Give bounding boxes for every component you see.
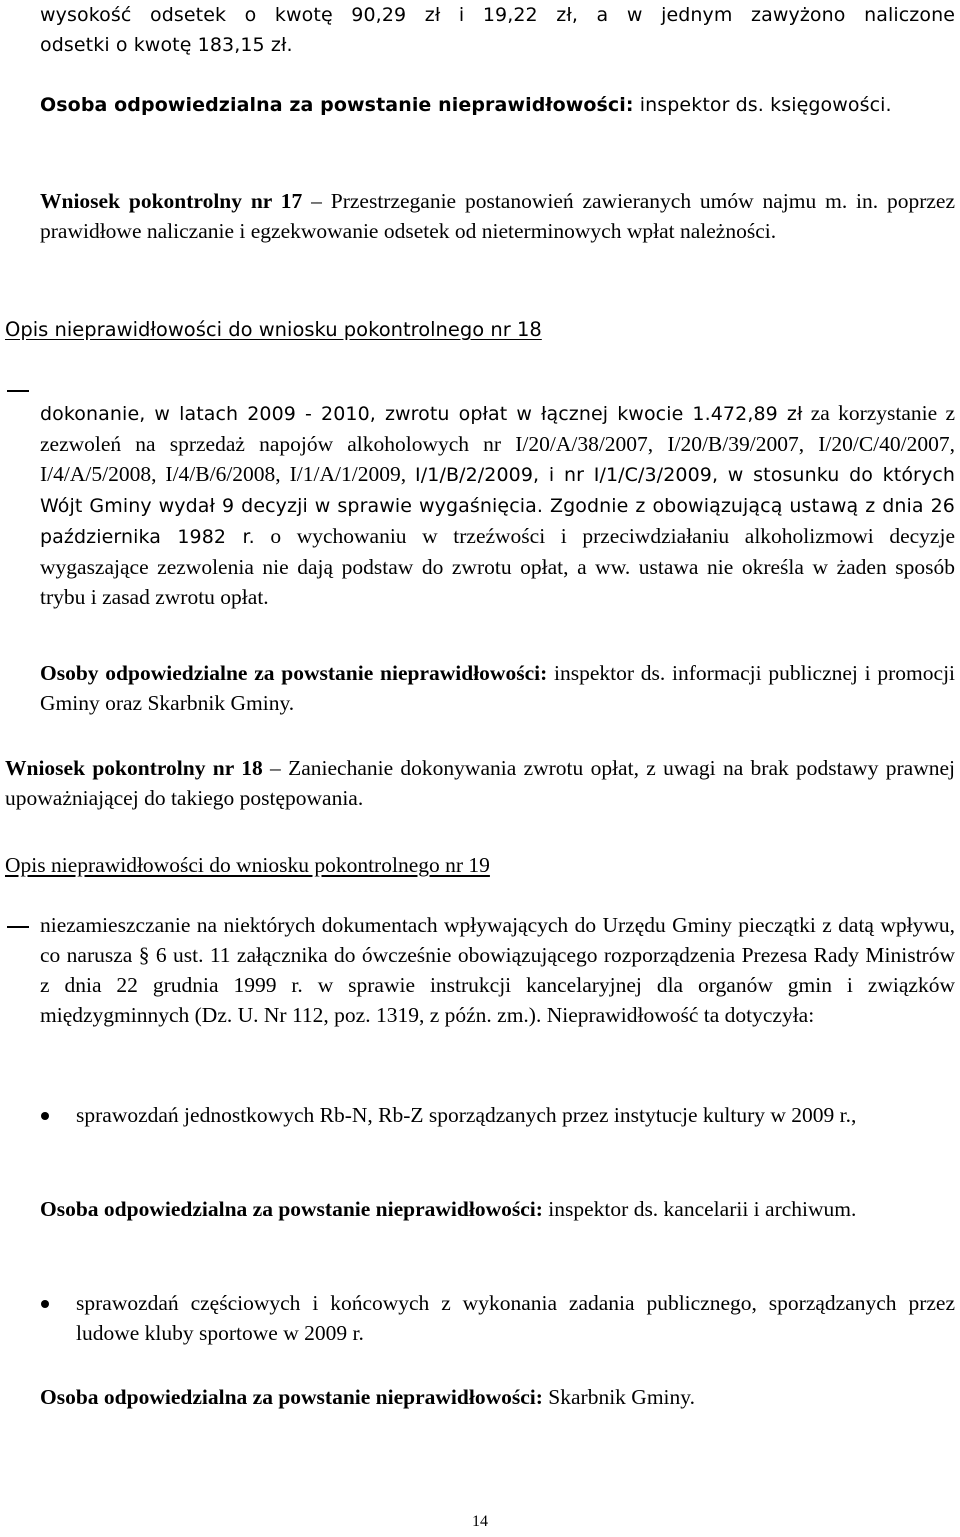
item-text: I/1/B/2/2009, i nr I/1/C/3/2009, w stosunku do których Wójt Gminy wydał 9 decyzji w sprawie wygaśnięcia. Zgodnie z obowiązującą ustawą z dnia 26 października 1982 r. [40,463,956,548]
recommendation-17: Wniosek pokontrolny nr 17 – Przestrzeganie postanowień zawieranych umów najmu m. in. poprzez prawidłowe naliczanie i egzekwowanie odsetek od nieterminowych wpłat należności. [40,189,956,243]
paragraph-line: odsetki o kwotę 183,15 zł. [40,34,293,56]
responsible-person-1 [40,90,955,120]
responsible-person-3 [40,1194,955,1224]
dash-bullet [7,926,29,928]
irregularity-item-19: niezamieszczanie na niektórych dokumentach wpływających do Urzędu Gminy pieczątki z datą wpływu, co narusza § 6 ust. 11 załącznika do ówcześnie obowiązującego rozporządzenia Prezesa Rady Ministrów z dnia 22 grudnia 1999 r. w sprawie instrukcji kancelaryjnej dla organów gmin i związków międzygminnych (Dz. U. Nr 112, poz. 1319, z późn. zm.). Nieprawidłowość ta dotyczyła: [40,913,955,1027]
recommendation-18: Wniosek pokontrolny nr 18 – Zaniechanie dokonywania zwrotu opłat, z uwagi na brak podstawy prawnej upoważniającej do takiego postępowania. [5,756,956,810]
irregularity-item-18 [40,376,955,633]
section-heading-18: Opis nieprawidłowości do wniosku pokontrolnego nr 18 [5,318,542,341]
responsible-value: Skarbnik Gminy. [548,1385,696,1409]
bullet-item-2: sprawozdań częściowych i końcowych z wykonania zadania publicznego, sporządzanych przez ludowe kluby sportowe w 2009 r. [76,1291,955,1345]
item-text: o wychowaniu w trzeźwości i przeciwdziałaniu alkoholizmowi decyzje wygaszające zezwolenia nie dają podstaw do zwrotu opłat, a ww. ustawa nie określa w żaden sposób trybu i zasad zwrotu opłat. [40,523,955,609]
responsible-value: inspektor ds. kancelarii i archiwum. [548,1197,857,1221]
recommendation-label: Wniosek pokontrolny nr 17 [40,189,303,213]
responsible-label: Osoba odpowiedzialna za powstanie nieprawidłowości: [40,94,634,116]
item-text: dokonanie, w latach 2009 - 2010, zwrotu opłat w łącznej kwocie 1.472,89 zł [40,402,803,425]
recommendation-text: Zaniechanie dokonywania zwrotu opłat, z uwagi na brak podstawy prawnej upoważniającej do takiego postępowania. [5,756,956,810]
bullet-dot [41,1300,49,1308]
responsible-label: Osoba odpowiedzialna za powstanie nieprawidłowości: [40,1385,543,1409]
responsible-value: inspektor ds. księgowości. [639,94,892,116]
responsible-person-2 [40,658,955,718]
recommendation-text: Przestrzeganie postanowień zawieranych umów najmu m. in. poprzez prawidłowe naliczanie i egzekwowanie odsetek od nieterminowych wpłat należności. [40,189,956,243]
paragraph-line: wysokość odsetek o kwotę 90,29 zł i 19,22 zł, a w jednym zawyżono naliczone [40,4,955,26]
responsible-person-4 [40,1382,955,1412]
bullet-item-1: sprawozdań jednostkowych Rb-N, Rb-Z sporządzanych przez instytucje kultury w 2009 r., [76,1103,857,1127]
responsible-label: Osoba odpowiedzialna za powstanie nieprawidłowości: [40,1197,543,1221]
page-number: 14 [472,1513,488,1530]
responsible-value: inspektor ds. informacji publicznej i promocji Gminy oraz Skarbnik Gminy. [40,661,956,715]
recommendation-label: Wniosek pokontrolny nr 18 [5,756,263,780]
dash-bullet [7,390,29,392]
paragraph-continuation [40,0,955,60]
item-text: za korzystanie z zezwoleń na sprzedaż napojów alkoholowych nr I/20/A/38/2007, I/20/B/39/2007, I/20/C/40/2007, I/4/A/5/2008, I/4/B/6/2008, I/1/A/1/2009, [40,400,956,486]
bullet-dot [41,1112,49,1120]
responsible-label: Osoby odpowiedzialne za powstanie nieprawidłowości: [40,661,548,685]
section-heading-19: Opis nieprawidłowości do wniosku pokontrolnego nr 19 [5,853,490,877]
